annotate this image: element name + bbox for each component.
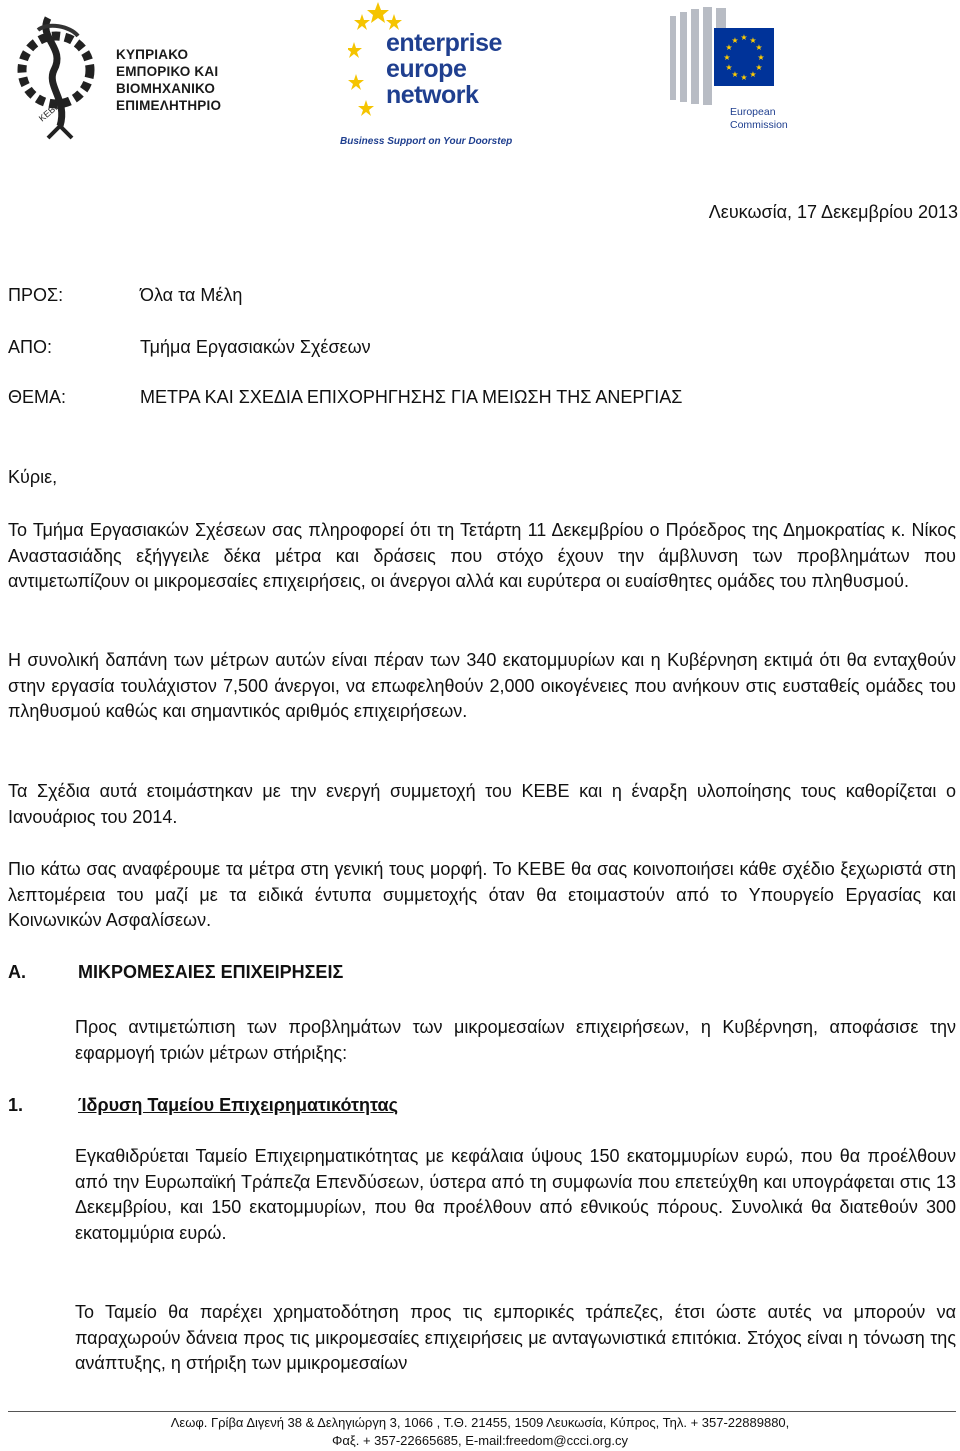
ec-line: Commission [730,119,788,131]
svg-text:★: ★ [757,53,765,62]
ec-building-icon [668,6,778,106]
een-tagline: Business Support on Your Doorstep [340,136,513,147]
paragraph-2: Η συνολική δαπάνη των μέτρων αυτών είναι πέραν των 340 εκατομμυρίων και η Κυβέρνηση εκτιμά ότι θα ενταχθούν στην εργασία τουλάχιστον 7,500 άνεργοι, να επωφεληθούν 2,000 οικογένειες που ανήκουν στις ευσταθείς ομάδες του πληθυσμού καθώς και σημαντικός αριθμός επιχειρήσεων. [8,650,956,721]
paragraph-1: Το Τμήμα Εργασιακών Σχέσεων σας πληροφορεί ότι τη Τετάρτη 11 Δεκεμβρίου ο Πρόεδρος της Δημοκρατίας κ. Νίκος Αναστασιάδης εξήγγειλε δέκα μέτρα και δράσεις που στόχο έχουν την άμβλυνση των προβλημάτων που αντιμετωπίζουν οι μικρομεσαίες επιχειρήσεις, οι άνεργοι αλλά και ευρύτερα οι ευαίσθητες ομάδες του πληθυσμού. [8,520,956,591]
from-value: Τμήμα Εργασιακών Σχέσεων [140,337,371,357]
kebe-logo-text [116,46,221,114]
meta-from-row [8,337,371,358]
kebe-line: ΒΙΟΜΗΧΑΝΙΚΟ [116,81,216,96]
een-word: network [386,81,479,109]
svg-text:★: ★ [755,63,763,72]
item-1-paragraph-2: Το Ταμείο θα παρέχει χρηματοδότηση προς τις εμπορικές τράπεζες, έτσι ώστε αυτές να μπορούν να παραχωρούν δάνεια προς τις μικρομεσαίες επιχειρήσεις με ανταγωνιστικά επιτόκια. Στόχος είναι η τόνωση της ανάπτυξης, η στήριξη των μμικρομεσαίων [75,1302,956,1373]
paragraph-3: Τα Σχέδια αυτά ετοιμάστηκαν με την ενεργή συμμετοχή του ΚΕΒΕ και η έναρξη υλοποίησης τους καθορίζεται ο Ιανουάριος του 2014. [8,781,956,827]
greeting: Κύριε, [8,467,58,487]
section-a-number: Α. [8,962,26,982]
section-a-heading [8,962,343,983]
svg-text:★: ★ [740,33,748,42]
item-1-paragraph-1: Εγκαθιδρύεται Ταμείο Επιχειρηματικότητας με κεφάλαια ύψους 150 εκατομμυρίων ευρώ, που θα προέλθουν από την Ευρωπαϊκή Τράπεζα Επενδύσεων, ύστερα από τη συμφωνία που επετεύχθη και υπογράφεται στις 13 Δεκεμβρίου, και 150 εκατομμυρίων, που θα προέλθουν από εθνικούς πόρους. Συνολικά θα διατεθούν 300 εκατομμύρια ευρώ. [75,1146,956,1243]
svg-text:★: ★ [749,70,757,79]
item-1-number: 1. [8,1095,24,1115]
svg-text:★: ★ [731,36,739,45]
section-a-title: ΜΙΚΡΟΜΕΣΑΙΕΣ ΕΠΙΧΕΙΡΗΣΕΙΣ [78,962,344,982]
footer-divider [8,1411,956,1412]
to-label: ΠΡΟΣ: [8,285,64,305]
to-value: Όλα τα Μέλη [140,285,243,305]
kebe-logo-icon [8,8,108,143]
ec-logo-text [730,106,788,132]
letter-date: Λευκωσία, 17 Δεκεμβρίου 2013 [708,202,958,222]
kebe-line: ΕΠΙΜΕΛΗΤΗΡΙΟ [116,98,222,113]
from-label: ΑΠΟ: [8,337,53,357]
letterhead [0,0,960,160]
item-1-title: Ίδρυση Ταμείου Επιχειρηματικότητας [78,1095,398,1115]
kebe-line: ΕΜΠΟΡΙΚΟ ΚΑΙ [116,64,219,79]
section-a-intro: Προς αντιμετώπιση των προβλημάτων των μικρομεσαίων επιχειρήσεων, η Κυβέρνηση, αποφάσισε την εφαρμογή τριών μέτρων στήριξης: [75,1017,956,1063]
meta-to-row [8,285,242,306]
svg-text:ΚΕΒΕ: ΚΕΒΕ [36,100,62,124]
footer-address: Λεωφ. Γρίβα Διγενή 38 & Δεληγιώργη 3, 1066 , Τ.Θ. 21455, 1509 Λευκωσία, Κύπρος, Τηλ. + 357-22889880, [170,1415,790,1430]
subject-label: ΘΕΜΑ: [8,387,67,407]
svg-text:★: ★ [725,43,733,52]
svg-text:★: ★ [755,43,763,52]
european-commission-logo [668,6,788,146]
subject-value: ΜΕΤΡΑ ΚΑΙ ΣΧΕΔΙΑ ΕΠΙΧΟΡΗΓΗΣΗΣ ΓΙΑ ΜΕΙΩΣΗ ΤΗΣ ΑΝΕΡΓΙΑΣ [140,387,683,407]
een-word: europe [386,55,467,83]
svg-text:★: ★ [725,63,733,72]
svg-text:★: ★ [740,73,748,82]
svg-text:★: ★ [731,70,739,79]
svg-text:★: ★ [749,36,757,45]
footer-contact: Φαξ. + 357-22665685, E-mail:freedom@ccci.org.cy [332,1433,628,1448]
meta-subject-row [8,387,682,408]
ec-line: European [730,106,776,118]
een-logo [340,0,520,152]
paragraph-4: Πιο κάτω σας αναφέρουμε τα μέτρα στη γενική τους μορφή. Το ΚΕΒΕ θα σας κοινοποιήσει κάθε σχέδιο ξεχωριστά στη λεπτομέρεια του μαζί με τα ειδικά έντυπα συμμετοχής όταν θα ετοιμαστούν από το Υπουργείο Εργασίας και Κοινωνικών Ασφαλίσεων. [8,859,956,930]
een-word: enterprise [386,29,502,57]
item-1-heading [8,1095,398,1116]
svg-text:★: ★ [723,53,731,62]
kebe-line: ΚΥΠΡΙΑΚΟ [116,47,189,62]
